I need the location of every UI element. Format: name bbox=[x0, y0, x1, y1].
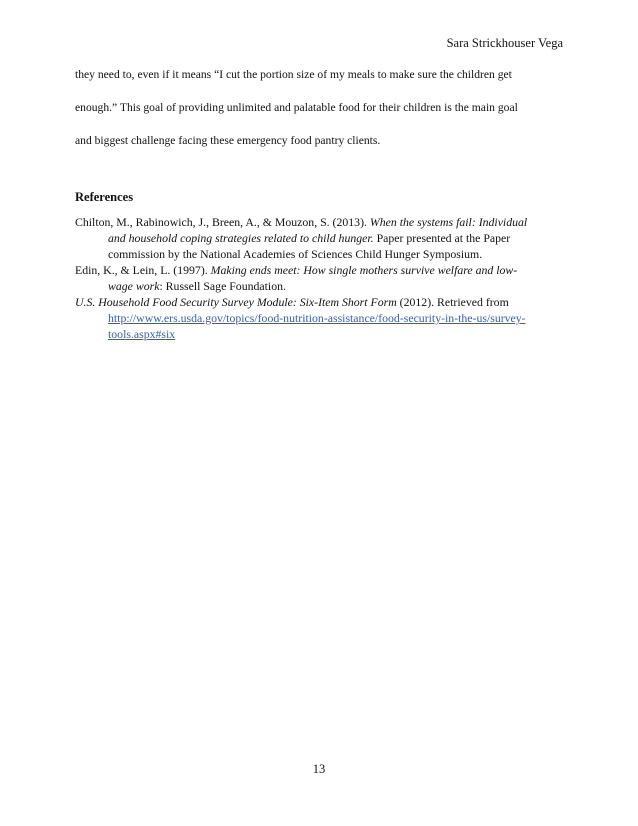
running-head: Sara Strickhouser Vega bbox=[446, 36, 563, 50]
reference-entry-chilton bbox=[75, 214, 575, 262]
body-paragraph bbox=[75, 68, 563, 167]
reference-authors: Edin, K., & Lein, L. (1997). bbox=[75, 263, 211, 277]
reference-publisher: Paper presented at the Paper bbox=[373, 231, 511, 245]
reference-title: and household coping strategies related to child hunger. bbox=[108, 231, 374, 245]
reference-url-link[interactable]: http://www.ers.usda.gov/topics/food-nutrition-assistance/food-security-in-the-us/survey- bbox=[108, 311, 526, 325]
reference-line bbox=[75, 310, 575, 326]
reference-url-link[interactable]: tools.aspx#six bbox=[108, 327, 176, 341]
references-heading: References bbox=[75, 190, 134, 204]
reference-line: commission by the National Academies of Sciences Child Hunger Symposium. bbox=[108, 247, 483, 261]
reference-title: Making ends meet: How single mothers survive welfare and low- bbox=[210, 263, 518, 277]
body-line-1: they need to, even if it means “I cut the portion size of my meals to make sure the children get bbox=[75, 68, 512, 81]
reference-line bbox=[75, 294, 575, 310]
reference-title: U.S. Household Food Security Survey Module: Six-Item Short Form bbox=[75, 295, 397, 309]
page-number: 13 bbox=[312, 762, 326, 776]
reference-list bbox=[75, 214, 575, 342]
reference-authors: Chilton, M., Rabinowich, J., Breen, A., & Mouzon, S. (2013). bbox=[75, 215, 370, 229]
reference-retrieved: (2012). Retrieved from bbox=[396, 295, 509, 309]
reference-line bbox=[75, 262, 575, 278]
reference-publisher: : Russell Sage Foundation. bbox=[159, 279, 286, 293]
reference-title: wage work bbox=[108, 279, 160, 293]
reference-line bbox=[75, 326, 575, 342]
reference-title: When the systems fail: Individual bbox=[369, 215, 528, 229]
reference-entry-edin bbox=[75, 262, 575, 294]
reference-entry-usda bbox=[75, 294, 575, 342]
body-line-3: and biggest challenge facing these emergency food pantry clients. bbox=[75, 134, 381, 147]
body-line-2: enough.” This goal of providing unlimited and palatable food for their children is the main goal bbox=[75, 101, 518, 114]
reference-line bbox=[75, 230, 575, 246]
reference-line bbox=[75, 278, 575, 294]
reference-line bbox=[75, 214, 575, 230]
